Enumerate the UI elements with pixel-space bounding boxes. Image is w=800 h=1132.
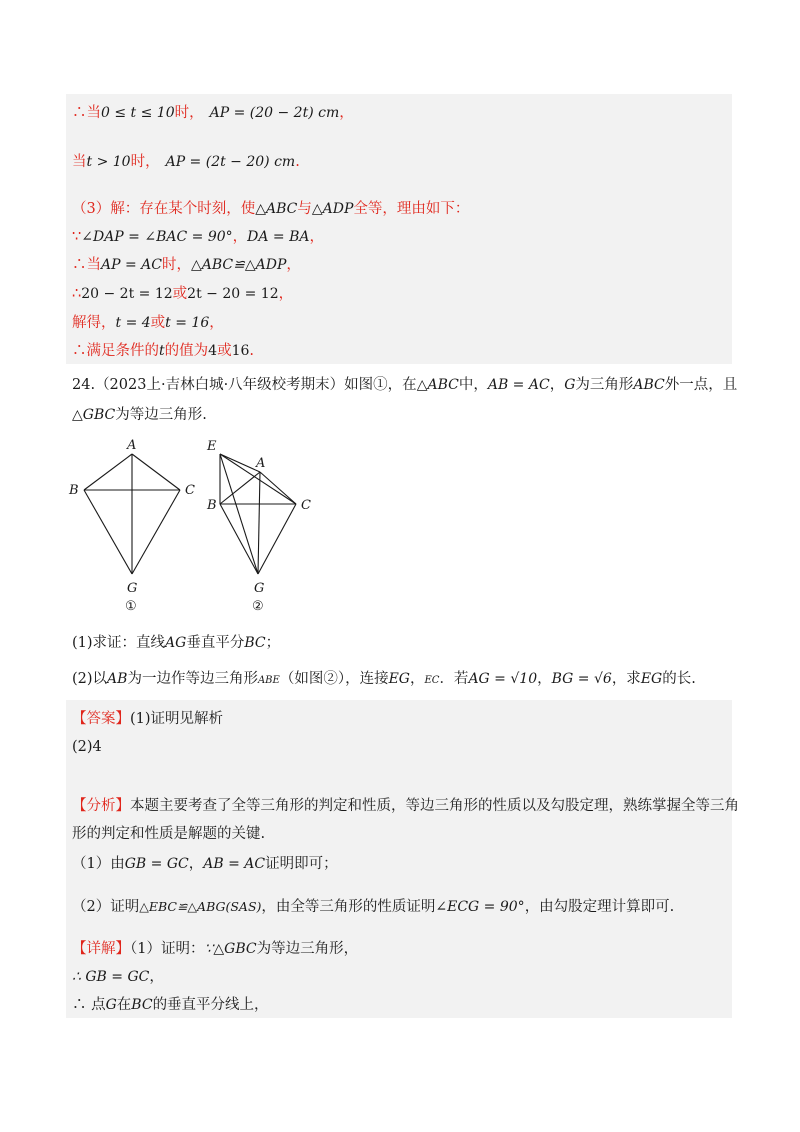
detail-line-3: ∴ 点G在BC的垂直平分线上， [72, 997, 269, 1013]
question-2: (2)以AB为一边作等边三角形ABE（如图②），连接EG，EC．若AG = √10，BG = √6，求EG的长. [72, 671, 696, 687]
fig2-label-g: G [254, 581, 265, 596]
analysis-line-1: 【分析】本题主要考查了全等三角形的判定和性质，等边三角形的性质以及勾股定理，熟练掌握全等三角 [72, 798, 739, 814]
solution-line-7: 解得，t = 4或t = 16， [72, 315, 224, 331]
figure-2-kite-with-equilateral [198, 436, 328, 614]
answer-line-2: (2)4 [72, 739, 102, 755]
problem-24-line-1: 24.（2023上·吉林白城·八年级校考期末）如图①，在△ABC中，AB = AC，G为三角形ABC外一点，且 [72, 377, 738, 393]
detail-line-1: 【详解】（1）证明：∵△GBC为等边三角形， [72, 941, 359, 957]
analysis-line-2: 形的判定和性质是解题的关键. [72, 826, 266, 842]
fig1-label-c: C [185, 483, 195, 498]
fig2-label-b: B [207, 498, 217, 513]
solution-line-5: ∴当AP = AC时，△ABC≌△ADP， [72, 257, 301, 273]
solution-line-8: ∴满足条件的t的值为4或16. [72, 343, 254, 359]
fig1-label-b: B [69, 483, 79, 498]
solution-line-4: ∵∠DAP = ∠BAC = 90°，DA = BA， [72, 229, 325, 245]
detail-line-2: ∴ GB = GC， [72, 969, 164, 985]
detail-tag: 【详解】 [72, 941, 130, 957]
fig1-label-a: A [127, 438, 137, 453]
fig2-label-c: C [301, 498, 311, 513]
fig1-caption: ① [125, 599, 137, 614]
problem-24-line-2: △GBC为等边三角形. [72, 407, 207, 423]
solution-line-2: 当t > 10时， AP = (2t − 20) cm. [72, 154, 300, 170]
solution-line-3: （3）解：存在某个时刻，使△ABC与△ADP全等，理由如下： [72, 201, 470, 217]
analysis-line-3: （1）由GB = GC，AB = AC证明即可； [72, 856, 338, 872]
fig2-label-a: A [256, 456, 266, 471]
solution-line-6: ∴20 − 2t = 12或2t − 20 = 12， [72, 286, 294, 302]
fig2-label-e: E [207, 439, 217, 454]
answer-line-1: 【答案】(1)证明见解析 [72, 711, 224, 727]
fig2-caption: ② [252, 599, 264, 614]
question-1: (1)求证：直线AG垂直平分BC； [72, 635, 281, 651]
figure-1-kite [66, 436, 206, 614]
analysis-tag: 【分析】 [72, 798, 130, 814]
solution-line-1: ∴当0 ≤ t ≤ 10时， AP = (20 − 2t) cm， [72, 105, 354, 121]
analysis-line-4: （2）证明△EBC≌△ABG(SAS)，由全等三角形的性质证明∠ECG = 90°，由勾股定理计算即可. [72, 899, 675, 915]
fig1-label-g: G [127, 581, 138, 596]
answer-tag: 【答案】 [72, 711, 130, 727]
